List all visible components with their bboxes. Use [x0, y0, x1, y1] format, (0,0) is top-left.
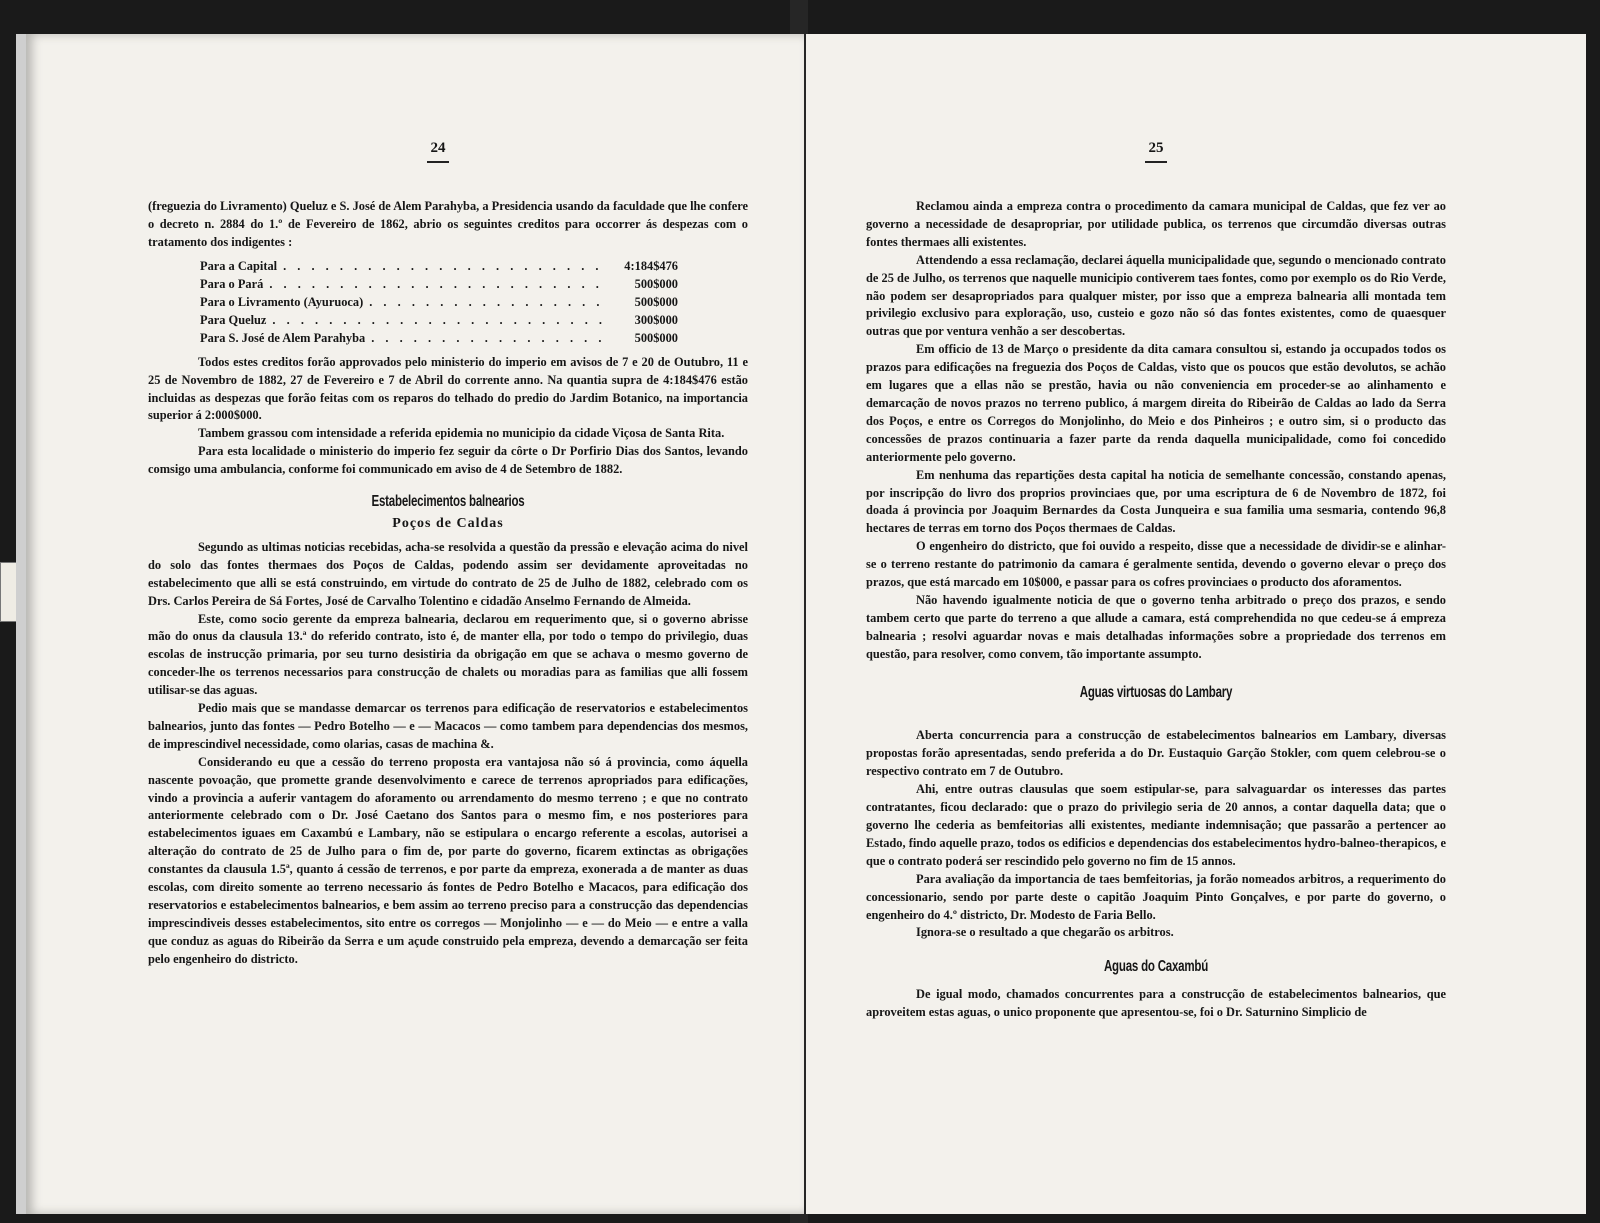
left-paragraph: Para esta localidade o ministerio do imperio fez seguir da côrte o Dr Porfirio Dias dos Santos, levando comsigo uma ambulancia, conforme foi communicado em aviso de 4 de Setembro de 1882.: [148, 444, 748, 477]
credit-row: Para Queluz . . . 300$000: [200, 312, 678, 330]
left-paragraph: Tambem grassou com intensidade a referida epidemia no municipio da cidade Viçosa de Santa Rita.: [198, 426, 725, 441]
left-paragraph: Este, como socio gerente da empreza balnearia, declarou em requerimento que, si o governo abrisse mão do onus da clausula 13.ª do referido contrato, isto é, de manter ella, por todo o tempo do privilegio, duas escolas de instrucção primaria, por seu turno desistiria da obrigação em que se achava o mesmo governo de conceder-lhe os terrenos necessarios para construcção de chalets ou moradias para as familias que alli fossem utilisar-se das aguas.: [148, 611, 748, 698]
left-paragraph: Pedio mais que se mandasse demarcar os terrenos para edificação de reservatorios e estabelecimentos balnearios, junto das fontes — Pedro Botelho — e — Macacos — como tambem para dependencias dos mesmos, de imprescindivel necessidade, como olarias, casas de machina &.: [148, 701, 748, 751]
right-page: [806, 34, 1586, 1214]
credits-list: [200, 258, 678, 348]
section-heading-caxambu: Aguas do Caxambú: [1103, 958, 1209, 976]
right-paragraph: Aberta concurrencia para a construcção de estabelecimentos balnearios em Lambary, diversas propostas forão apresentadas, sendo preferida a do Dr. Eustaquio Garção Stokler, com quem celebrou-se o respectivo contrato em 7 de Outubro.: [866, 728, 1446, 779]
credit-row: Para a Capital . . . 4:184$476: [200, 258, 678, 276]
right-paragraph: O engenheiro do districto, que foi ouvido a respeito, disse que a necessidade de dividir-se e alinhar-se o terreno restante do patrimonio da camara é geralmente sentida, devendo o governo elevar o preço dos prazos, que está marcado em 10$000, e passar para os cofres provinciaes o producto dos aforamentos.: [866, 539, 1446, 590]
right-page-number: 25: [1136, 140, 1176, 163]
left-paragraph: Todos estes creditos forão approvados pelo ministerio do imperio em avisos de 7 e 20 de Outubro, 11 e 25 de Novembro de 1882, 27 de Fevereiro e 7 de Abril do corrente anno. Na quantia supra de 4:184$476 estão incluidas as despezas que forão feitas com os reparos do telhado do predio do Jardim Botanico, na importancia superior á 2:000$000.: [148, 354, 748, 423]
left-page-number: 24: [418, 140, 458, 163]
right-paragraph: De igual modo, chamados concurrentes para a construcção de estabelecimentos balnearios, que aproveitem estas aguas, o unico proponente que apresentou-se, foi o Dr. Saturnino Simplicio de: [866, 987, 1446, 1020]
right-paragraph: Ignora-se o resultado a que chegarão os arbitros.: [916, 925, 1174, 940]
right-paragraph: Em nenhuma das repartições desta capital ha noticia de semelhante concessão, constando apenas, por inscripção do livro dos proprios provinciaes que, por uma escriptura de 6 de Novembro de 1872, foi doada á provincia por Joaquim Bernardes da Costa Junqueira e sua familia uma sesmaria, contendo 96,8 hectares de terras em torno dos Poços thermaes de Caldas.: [866, 467, 1446, 536]
credit-row: Para o Livramento (Ayuruoca) . . . 500$000: [200, 294, 678, 312]
left-intro-paragraph: (freguezia do Livramento) Queluz e S. José de Alem Parahyba, a Presidencia usando da faculdade que lhe confere o decreto n. 2884 do 1.º de Fevereiro de 1862, abrio os seguintes creditos para occorrer ás despezas com o tratamento dos indigentes :: [148, 199, 748, 249]
subheading-pocos-de-caldas: Poços de Caldas: [392, 515, 504, 531]
credit-row: Para S. José de Alem Parahyba . . . 500$000: [200, 330, 678, 348]
right-paragraph: Não havendo igualmente noticia de que o governo tenha arbitrado o preço dos prazos, e sendo tambem certo que parte do terreno a que allude a camara, está comprehendida no que cedeu-se á empreza balnearia ; resolvi aguardar novas e mais detalhadas informações sobre a propriedade dos terrenos em questão, para resolver, como convem, tão importante assumpto.: [866, 592, 1446, 661]
left-page: [16, 34, 804, 1214]
left-page-text: [148, 198, 748, 969]
credit-row: Para o Pará . . . 500$000: [200, 276, 678, 294]
right-paragraph: Para avaliação da importancia de taes bemfeitorias, ja forão nomeados arbitros, a requerimento do concessionario, sendo por parte deste o capitão Joaquim Pinto Gonçalves, e por parte do governo, o engenheiro do 4.º districto, Dr. Modesto de Faria Bello.: [866, 871, 1446, 922]
right-paragraph: Em officio de 13 de Março o presidente da dita camara consultou si, estando ja occupados todos os prazos para edificações na freguezia dos Poços de Caldas, visto que os poucos que estão devolutos, se achão em lugares que a ellas não se prestão, havia ou não conveniencia em proceder-se ao alinhamento e demarcação de novos prazos no terreno publico, á margem direita do Ribeirão de Caldas ao lado da Serra dos Poços, e entre os Corregos do Monjolinho, do Meio e dos Pinheiros ; e outro sim, si o producto das concessões de prazos continuaria a fazer parte da renda daquella municipalidade, como foi concedido anteriormente pelo governo.: [866, 342, 1446, 464]
right-paragraph: Ahi, entre outras clausulas que soem estipular-se, para salvaguardar os interesses das partes contratantes, ficou declarado: que o prazo do privilegio seria de 20 annos, a contar daquella data; que o governo lhe cederia as bemfeitorias alli existentes, mediante indemnisação; que passarão a pertencer ao Estado, findo aquelle prazo, todos os edificios e dependencias dos estabelecimentos hydro-balneo-therapicos, e que o contrato poderá ser rescindido pelo governo no fim de 15 annos.: [866, 782, 1446, 868]
section-heading-estabelecimentos: Estabelecimentos balnearios: [371, 493, 525, 511]
right-page-text: [866, 198, 1446, 1022]
section-heading-lambary: Aguas virtuosas do Lambary: [1079, 683, 1233, 701]
right-paragraph: Reclamou ainda a empreza contra o procedimento da camara municipal de Caldas, que fez ver ao governo a necessidade de desapropriar, por utilidade publica, os terrenos que circumdão diversas outras fontes thermaes alli existentes.: [866, 199, 1446, 249]
left-paragraph: Segundo as ultimas noticias recebidas, acha-se resolvida a questão da pressão e elevação acima do nivel do solo das fontes thermaes dos Poços de Caldas, podendo assim ser devidamente aproveitadas no estabelecimento que alli se está construindo, em virtude do contrato de 25 de Julho de 1882, celebrado com os Drs. Carlos Pereira de Sá Fortes, José de Carvalho Tolentino e cidadão Anselmo Fernando de Almeida.: [148, 539, 748, 608]
right-paragraph: Attendendo a essa reclamação, declarei áquella municipalidade que, segundo o mencionado contrato de 25 de Julho, os terrenos que naquelle municipio contiverem taes fontes, como por exemplo os do Rio Verde, não podem ser desapropriados para qualquer mister, por isso que a empreza balnearia alli montada tem privilegio exclusivo para exploração, uso, custeio e gozo não só das fontes existentes, como de quaesquer outras que por ventura venhão a ser descobertas.: [866, 252, 1446, 339]
left-paragraph: Considerando eu que a cessão do terreno proposta era vantajosa não só á provincia, como áquella nascente povoação, que promette grande desenvolvimento e carece de terrenos apropriados para edificações, vindo a provincia a auferir vantagem do aforamento ou arrendamento do mesmo terreno ; e que no contrato anteriormente celebrado com o Dr. José Caetano dos Santos para o mesmo fim, e nos posteriores para estabelecimentos iguaes em Caxambú e Lambary, não se estipulara o encargo referente a escolas, autorisei a alteração do contrato de 25 de Julho para o fim de, por parte do governo, ficarem extinctas as obrigações constantes da clausula 1.5ª, quanto á cessão de terrenos, e por parte da empreza, exonerada a de manter as duas escolas, com direito somente ao terreno necessario ás fontes de Pedro Botelho e Macacos, para edificação dos reservatorios e estabelecimentos balnearios, e bem assim ao terreno preciso para a construcção das dependencias imprescindiveis desses estabelecimentos, sito entre os corregos — Monjolinho — e — do Meio — e entre a valla que conduz as aguas do Ribeirão da Serra e um açude construido pela empreza, devendo a demarcação ser feita pelo engenheiro do districto.: [148, 754, 748, 966]
